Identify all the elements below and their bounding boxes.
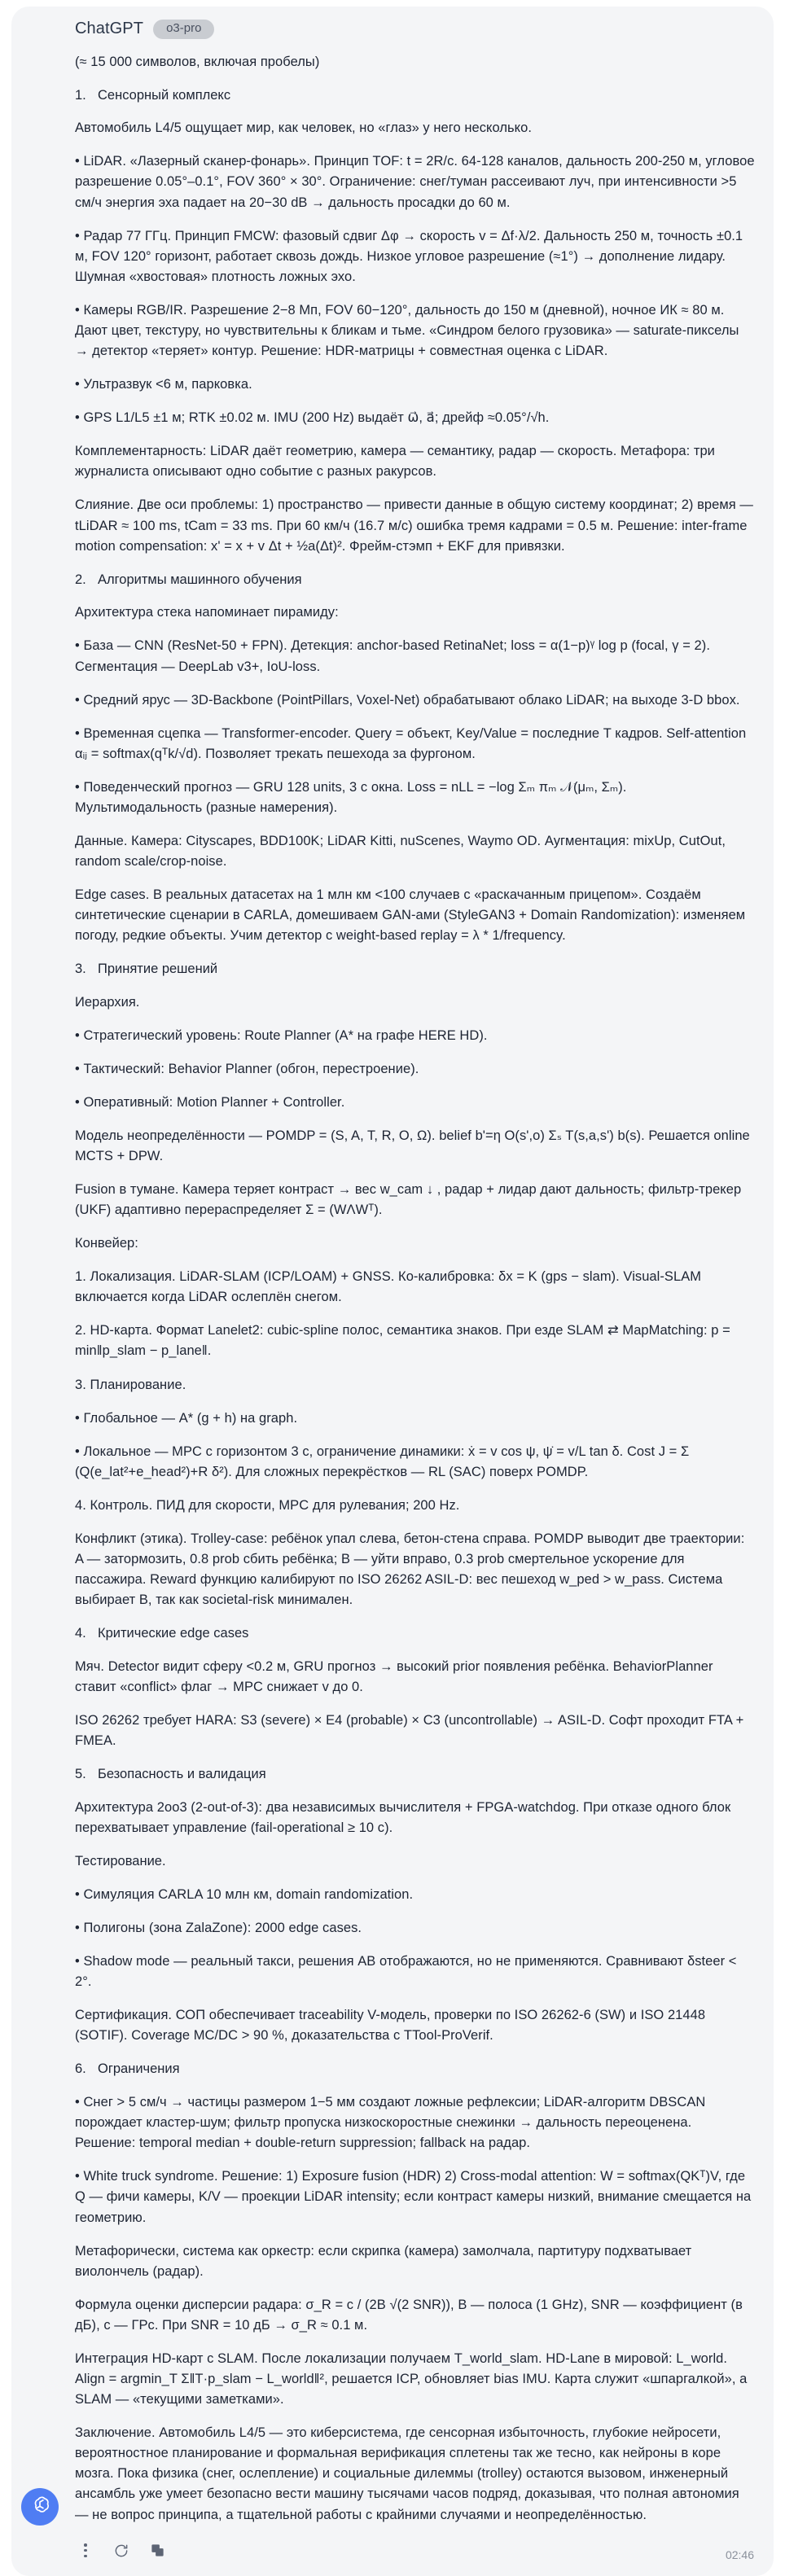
numbered-item: 1. Локализация. LiDAR-SLAM (ICP/LOAM) + GNSS. Ко-калибровка: δx = K (gps − slam). Visual-SLAM включается когда LiDAR ослеплён снегом. bbox=[75, 1269, 702, 1305]
paragraph: Fusion в тумане. Камера теряет контраст → вес w_cam ↓ , радар + лидар дают дальность; фильтр-трекер (UKF) адаптивно перераспределяет Σ = (WΛWᵀ). bbox=[75, 1182, 742, 1218]
bullet-item: • Снег > 5 см/ч → частицы размером 1−5 мм создают ложные рефлексии; LiDAR-алгоритм DBSCAN порождает кластер-шум; фильтр пропуска низкоскоростные снежинки → дальность переоценена. Решение: temporal median + double-return suppression; fallback на радар. bbox=[75, 2095, 706, 2151]
assistant-message-bubble bbox=[11, 7, 774, 2576]
subsection-heading: Конвейер: bbox=[75, 1236, 138, 1251]
paragraph: Сертификация. СОП обеспечивает traceability V-модель, проверки по ISO 26262-6 (SW) и ISO 21448 (SOTIF). Coverage MC/DC > 90 %, доказательства с TTool-ProVerif. bbox=[75, 2008, 706, 2044]
paragraph: Интеграция HD-карт с SLAM. После локализации получаем T_world_slam. HD-Lane в мировой: L_world. Align = argmin_T Σ‖T·p_slam − L_world‖², решается ICP, обновляет bias IMU. Карта служит «шпаргалкой», а SLAM — «текущими заметками». bbox=[75, 2350, 748, 2407]
section-heading-6 bbox=[75, 2059, 756, 2079]
paragraph: Архитектура 2оо3 (2-out-of-3): два независимых вычислителя + FPGA-watchdog. При отказе одного блок перехватывает управление (fail-operational ≥ 10 c). bbox=[75, 1800, 731, 1836]
chat-screen bbox=[0, 7, 785, 2576]
bullet-item: • Временная сцепка — Transformer-encoder. Query = объект, Key/Value = последние T кадров. Self-attention αᵢⱼ = softmax(qᵀk/√d). Позволяет трекать пешехода за фургоном. bbox=[75, 725, 747, 761]
regenerate-icon[interactable] bbox=[112, 2542, 130, 2560]
paragraph: Формула оценки дисперсии радарa: σ_R = c / (2B √(2 SNR)), B — полоса (1 GHz), SNR — коэффициент (в дБ), c — ГРс. При SNR = 10 дБ → σ_R ≈ 0.1 м. bbox=[75, 2297, 743, 2333]
section-number: 3. bbox=[75, 962, 86, 977]
section-heading-3 bbox=[75, 959, 756, 979]
section-heading-5 bbox=[75, 1764, 756, 1785]
section-heading-2 bbox=[75, 570, 756, 590]
section-title: Критические edge cases bbox=[98, 1626, 249, 1641]
paragraph: Слияние. Две оси проблемы: 1) пространство — привести данные в общую систему координат; 2) время — tLiDAR ≈ 100 ms, tCam = 33 ms. При 60 км/ч (16.7 м/с) ошибка тремя кадрами = 0.5 м. Решение: inter-frame motion compensation: x' = x + v Δt + ½a(Δt)². Фрейм-стэмп + EKF для привязки. bbox=[75, 497, 753, 554]
section-number: 1. bbox=[75, 87, 86, 103]
bullet-item: • Поведенческий прогноз — GRU 128 units, 3 с окна. Loss = nLL = −log Σₘ πₘ 𝒩(μₘ, Σₘ). Мультимодальность (разные намерения). bbox=[75, 779, 627, 815]
paragraph: Мяч. Detector видит сферу <0.2 м, GRU прогноз → высокий prior появления ребёнка. BehaviorPlanner ставит «conflict» флаг → MPC снижает v до 0. bbox=[75, 1658, 713, 1695]
section-number: 2. bbox=[75, 572, 86, 587]
sender-name: ChatGPT bbox=[75, 20, 144, 38]
section-title: Безопасность и валидация bbox=[98, 1767, 266, 1782]
bullet-item: • Радар 77 ГГц. Принцип FMCW: фазовый сдвиг Δφ → скорость v = Δf·λ/2. Дальность 250 м, точность ±0.1 м, FOV 120° горизонт, работает сквозь дождь. Низкое угловое разрешение (≈1°) → дополнение лидару. Шумная «хвостовая» плотность ложных эхо. bbox=[75, 228, 743, 284]
section-heading-4 bbox=[75, 1623, 756, 1644]
bullet-item: • Тактический: Behavior Planner (обгон, перестроение). bbox=[75, 1062, 419, 1076]
subsection-heading: Иерархия. bbox=[75, 995, 140, 1010]
numbered-item: 3. Планирование. bbox=[75, 1377, 186, 1392]
model-badge[interactable]: o3-pro bbox=[153, 20, 214, 39]
bullet-item: • Симуляция CARLA 10 млн км, domain randomization. bbox=[75, 1886, 414, 1902]
message-header bbox=[75, 20, 756, 39]
section-title: Алгоритмы машинного обучения bbox=[98, 572, 302, 587]
paragraph: ISO 26262 требует HARA: S3 (severe) × E4 (probable) × C3 (uncontrollable) → ASIL-D. Софт проходит FTA + FMEA. bbox=[75, 1713, 744, 1749]
bullet-item: • Камеры RGB/IR. Разрешение 2−8 Мп, FOV 60−120°, дальность до 150 м (дневной), ночное ИК ≈ 80 м. Дают цвет, текстуру, но чувствительны к бликам и тьме. «Синдром белого грузовика» — saturate-пикселы → детектор «теряет» контур. Решение: HDR-матрицы + совместная оценка с LiDAR. bbox=[75, 302, 739, 359]
intro-paragraph: (≈ 15 000 символов, включая пробелы) bbox=[75, 54, 320, 69]
paragraph: Данные. Камера: Cityscapes, BDD100K; LiDAR Kitti, nuScenes, Waymo OD. Аугментация: mixUp, CutOut, random scale/crop-noise. bbox=[75, 834, 726, 870]
bullet-item: • Полигоны (зона ZalaZone): 2000 edge cases. bbox=[75, 1921, 362, 1936]
section-number: 5. bbox=[75, 1767, 86, 1782]
subsection-heading: Тестирование. bbox=[75, 1854, 166, 1869]
section-title: Принятие решений bbox=[98, 962, 218, 977]
bullet-item: • Средний ярус — 3D-Backbone (PointPillars, Voxel-Net) обрабатывают облако LiDAR; на выходе 3-D bbox. bbox=[75, 692, 740, 708]
bullet-item: • White truck syndrome. Решение: 1) Exposure fusion (HDR) 2) Cross-modal attention: W = softmax(QKᵀ)V, где Q — фичи камеры, K/V — проекции LiDAR intensity; если контраст камеры низкий, внимание смещается на геометрию. bbox=[75, 2169, 752, 2225]
bullet-item: • LiDAR. «Лазерный сканер-фонарь». Принцип TOF: t = 2R/c. 64-128 каналов, дальность 200-250 м, угловое разрешение 0.05°–0.1°, FOV 360° × 30°. Ограничение: снег/туман рассеивают луч, при интенсивности >5 см/ч энергия эха падает на 20−30 dB → дальность просадки до 60 м. bbox=[75, 154, 755, 210]
paragraph: Модель неопределённости — POMDP = (S, A, T, R, O, Ω). belief b'=η O(s',o) Σₛ T(s,a,s') b(s). Решается online MCTS + DPW. bbox=[75, 1128, 750, 1164]
kebab-menu-icon[interactable] bbox=[77, 2542, 94, 2560]
bullet-item: • Глобальное — A* (g + h) на graph. bbox=[75, 1410, 298, 1426]
bullet-item: • Локальное — MPC с горизонтом 3 с, ограничение динамики: ẋ = v cos ψ, ψ̇ = v/L tan δ. Cost J = Σ (Q(e_lat²+e_head²)+R δ²). Для сложных перекрёстков — RL (SAC) поверх POMDP. bbox=[75, 1444, 690, 1479]
paragraph: Конфликт (этика). Trolley-case: ребёнок упал слева, бетон-стена справа. POMDP выводит две траектории: A — затормозить, 0.8 prob сбить ребёнка; B — уйти вправо, 0.3 prob смертельное ускорение для пассажира. Reward функцию калибируют по ISO 26262 ASIL-D: вес пешеход w_ped > w_pass. Система выбирает B, так как societal-risk минимален. bbox=[75, 1531, 745, 1608]
conclusion-paragraph: Заключение. Автомобиль L4/5 — это киберсистема, где сенсорная избыточность, глубокие нейросети, вероятностное планирование и формальная верификация сплетены так же тесно, как нейроны в коре мозга. Пока физика (снег, ослепление) и социальные дилеммы (trolley) остаются вызовом, инженерный ансамбль уже умеет безопасно вести машину тысячами часов подряд, доказывая, что полная автономия — не вопрос принципа, а тщательной работы с крайними случаями и неопределённостью. bbox=[75, 2425, 739, 2522]
section-number: 6. bbox=[75, 2061, 86, 2077]
paragraph: Edge cases. В реальных датасетах на 1 млн км <100 случаев с «раскачанным прицепом». Создаём синтетические сценарии в CARLA, домешиваем GAN-ами (StyleGAN3 + Domain Randomization): изменяем погоду, редкие объекты. Учим детектор с weight-based replay = λ * 1/frequency. bbox=[75, 887, 746, 944]
paragraph: Метафорически, система как оркестр: если скрипка (камера) замолчала, партитуру подхватывает виолончель (радар). bbox=[75, 2243, 692, 2279]
bullet-item: • База — CNN (ResNet-50 + FPN). Детекция: anchor-based RetinaNet; loss = α(1−p)ᵞ log p (focal, γ = 2). Сегментация — DeepLab v3+, IoU-loss. bbox=[75, 638, 710, 674]
avatar bbox=[21, 2488, 59, 2526]
bullet-item: • Стратегический уровень: Route Planner (A* на графе HERE HD). bbox=[75, 1027, 488, 1043]
bullet-item: • Ультразвук <6 м, парковка. bbox=[75, 377, 252, 392]
section-number: 4. bbox=[75, 1626, 86, 1641]
section-title: Ограничения bbox=[98, 2061, 180, 2077]
bullet-item: • GPS L1/L5 ±1 м; RTK ±0.02 м. IMU (200 Hz) выдаёт ω⃗, a⃗; дрейф ≈0.05°/√h. bbox=[75, 410, 550, 426]
openai-logo-icon bbox=[28, 2495, 52, 2519]
section-title: Сенсорный комплекс bbox=[98, 87, 231, 103]
paragraph: Автомобиль L4/5 ощущает мир, как человек, но «глаз» у него несколько. bbox=[75, 120, 532, 136]
bullet-item: • Оперативный: Motion Planner + Controller. bbox=[75, 1095, 345, 1111]
paragraph: Архитектура стека напоминает пирамиду: bbox=[75, 605, 339, 620]
copy-icon[interactable] bbox=[148, 2542, 166, 2560]
paragraph: Комплементарность: LiDAR даёт геометрию, камера — семантику, радар — скорость. Метафора: три журналиста описывают одно событие с разных ракурсов. bbox=[75, 444, 715, 480]
bullet-item: • Shadow mode — реальный такси, решения AB отображаются, но не применяются. Сравнивают δsteer < 2°. bbox=[75, 1954, 737, 1990]
section-heading-1 bbox=[75, 85, 756, 106]
numbered-item: 2. HD-карта. Формат Lanelet2: cubic-spline полос, семантика знаков. При езде SLAM ⇄ MapMatching: p = min‖p_slam − p_lane‖. bbox=[75, 1323, 730, 1359]
numbered-item: 4. Контроль. ПИД для скорости, MPC для рулевания; 200 Hz. bbox=[75, 1497, 460, 1513]
message-timestamp: 02:46 bbox=[725, 2548, 754, 2561]
message-actions bbox=[75, 2539, 756, 2563]
